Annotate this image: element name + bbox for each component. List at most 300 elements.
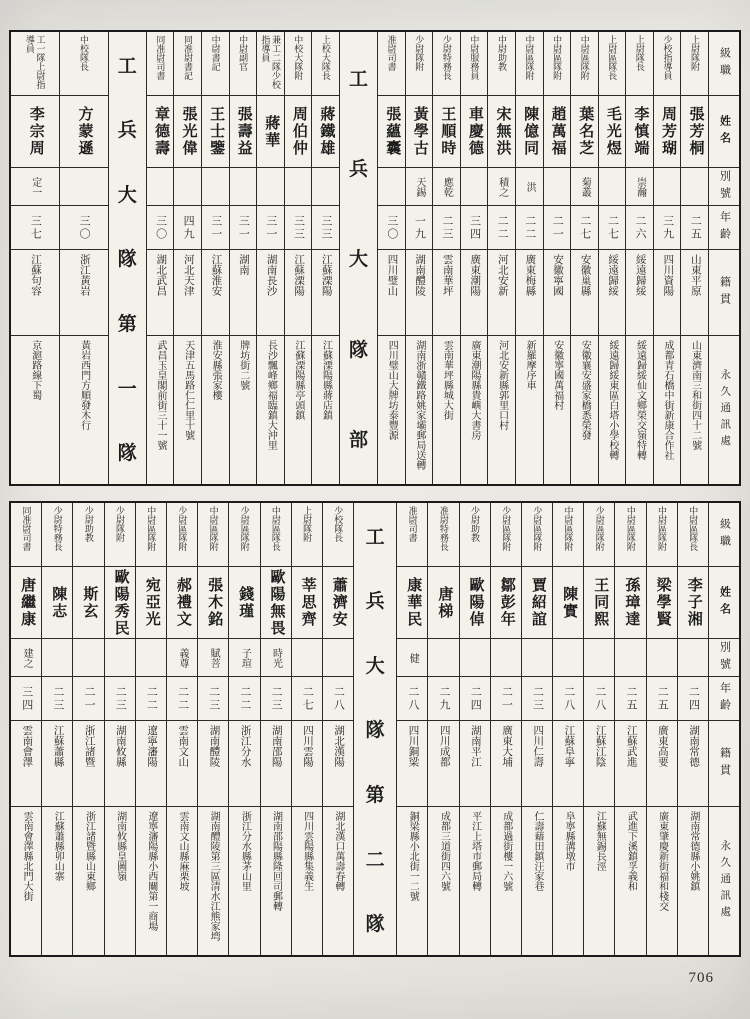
name-cell: [167, 567, 197, 639]
person-column: [197, 503, 228, 955]
rank-text: 准尉司書: [386, 35, 397, 71]
name-cell: [174, 96, 201, 168]
native-text: 四川仁壽: [532, 725, 544, 767]
native-text: 廣東大埔: [501, 725, 513, 767]
alias-cell: [11, 639, 41, 677]
rank-cell: [73, 503, 103, 567]
age-text: 二三: [531, 685, 544, 712]
rank-text: 少尉區隊附: [501, 506, 512, 551]
rank-text: 准尉司書: [407, 506, 418, 542]
native-text: 安徽寧國: [552, 254, 563, 296]
rank-cell: [615, 503, 645, 567]
address-text: 武進下溪鎮孚義和: [625, 811, 637, 891]
field-label-name: [709, 96, 739, 168]
name-cell: [105, 567, 135, 639]
rank-cell: [516, 32, 543, 96]
native-text: 江蘇淮安: [210, 254, 222, 296]
native-cell: [428, 721, 458, 807]
address-cell: [433, 336, 460, 484]
native-text: 湖南邵陽: [270, 725, 282, 767]
address-cell: [584, 807, 614, 955]
alias-text: 時光: [270, 647, 282, 668]
native-text: 江蘇武進: [625, 725, 637, 767]
person-column: [377, 32, 405, 484]
alias-cell: [654, 168, 681, 206]
name-text: 宋無洪: [494, 106, 511, 157]
native-cell: [230, 250, 257, 336]
name-cell: [229, 567, 259, 639]
age-cell: [488, 206, 515, 250]
alias-cell: [147, 168, 174, 206]
address-cell: [626, 336, 653, 484]
address-cell: [647, 807, 677, 955]
address-text: 江蘇溧陽縣蔣店鎮: [320, 340, 332, 420]
age-text: 二七: [301, 685, 314, 712]
section-label-char: 兵: [348, 159, 368, 181]
rank-text: 少尉助教: [470, 506, 481, 542]
age-text: 一九: [413, 214, 426, 241]
person-column: [166, 503, 197, 955]
address-text: 平江上塔市郵局轉: [469, 811, 481, 891]
rank-text: 少校隊長: [333, 506, 344, 542]
alias-text: 菊叢: [579, 176, 591, 197]
name-text: 陳實: [561, 585, 578, 620]
age-cell: [11, 677, 41, 721]
section-label-char: 隊: [365, 914, 385, 936]
age-text: 年齡: [718, 210, 731, 245]
name-text: 唐梯: [436, 585, 453, 620]
age-cell: [261, 677, 291, 721]
address-text: 京滬路線下蜀: [29, 340, 41, 400]
rank-cell: [147, 32, 174, 96]
native-text: 雲南華坪: [441, 254, 453, 296]
age-text: 二三: [207, 685, 220, 712]
age-text: 三三: [320, 214, 333, 241]
person-column: [625, 32, 653, 484]
person-column: [256, 32, 284, 484]
rank-text: 中尉區隊附: [563, 506, 574, 551]
age-cell: [599, 206, 626, 250]
person-column: [521, 503, 552, 955]
age-text: 二一: [83, 685, 96, 712]
rank-text: 兼工二隊少校指導員: [260, 35, 282, 89]
person-column: [322, 503, 353, 955]
age-cell: [544, 206, 571, 250]
person-column: [490, 503, 521, 955]
address-cell: [323, 807, 353, 955]
name-text: 張木銘: [206, 577, 223, 628]
name-cell: [491, 567, 521, 639]
name-cell: [136, 567, 166, 639]
age-text: 二二: [145, 685, 158, 712]
rank-cell: [378, 32, 405, 96]
age-cell: [285, 206, 312, 250]
person-column: [260, 503, 291, 955]
rank-text: 少尉區隊附: [594, 506, 605, 551]
rank-cell: [285, 32, 312, 96]
age-cell: [461, 206, 488, 250]
alias-text: 別號: [718, 640, 731, 675]
native-cell: [323, 721, 353, 807]
address-cell: [42, 807, 72, 955]
native-cell: [285, 250, 312, 336]
address-text: 廣東肇慶新街福和棧交: [656, 811, 668, 911]
address-text: 河北安新縣郭里口村: [496, 340, 508, 430]
rank-cell: [678, 503, 708, 567]
age-cell: [174, 206, 201, 250]
native-cell: [522, 721, 552, 807]
person-column: [135, 503, 166, 955]
native-cell: [488, 250, 515, 336]
rank-text: 上尉隊附: [690, 35, 701, 71]
age-text: 二二: [238, 685, 251, 712]
rank-text: 上校大隊長: [320, 35, 331, 80]
native-cell: [615, 721, 645, 807]
age-text: 三三: [292, 214, 305, 241]
age-cell: [167, 677, 197, 721]
rank-cell: [397, 503, 427, 567]
alias-cell: [571, 168, 598, 206]
address-cell: [198, 807, 228, 955]
address-text: 雲南會澤縣北門大街: [21, 811, 33, 901]
age-text: 三一: [209, 214, 222, 241]
rank-cell: [544, 32, 571, 96]
alias-cell: [60, 168, 108, 206]
address-cell: [257, 336, 284, 484]
name-text: 王士鑒: [208, 106, 225, 157]
address-cell: [491, 807, 521, 955]
alias-text: 建之: [21, 647, 33, 668]
age-text: 三七: [29, 214, 42, 241]
field-header-column: [708, 32, 739, 484]
name-cell: [11, 567, 41, 639]
section-label-char: 工: [365, 526, 385, 548]
alias-cell: [257, 168, 284, 206]
field-label-address: [709, 807, 739, 955]
page-number: 706: [688, 970, 714, 986]
native-cell: [73, 721, 103, 807]
age-cell: [42, 677, 72, 721]
address-text: 長沙飄峰鄉福臨鎮大沖里: [265, 340, 277, 450]
native-cell: [571, 250, 598, 336]
person-column: [11, 32, 59, 484]
age-cell: [198, 677, 228, 721]
address-text: 牌坊街二號: [237, 340, 249, 390]
address-text: 新羅摩序車: [524, 340, 536, 390]
native-text: 湖南: [238, 254, 250, 275]
address-cell: [105, 807, 135, 955]
age-text: 二八: [332, 685, 345, 712]
native-cell: [167, 721, 197, 807]
rank-cell: [42, 503, 72, 567]
name-text: 蕭濟安: [330, 577, 347, 628]
alias-cell: [516, 168, 543, 206]
address-text: 江蘇無錫長涇: [594, 811, 606, 871]
name-cell: [323, 567, 353, 639]
name-text: 賈紹誼: [529, 577, 546, 628]
rank-cell: [229, 503, 259, 567]
name-cell: [460, 567, 490, 639]
native-cell: [174, 250, 201, 336]
age-text: 二三: [114, 685, 127, 712]
address-text: 雲南華坪縣城大街: [441, 340, 453, 420]
address-cell: [397, 807, 427, 955]
rank-text: 上尉區隊長: [607, 35, 618, 80]
section-label-char: 隊: [365, 720, 385, 742]
rank-text: 級職: [718, 46, 731, 81]
age-text: 三〇: [385, 214, 398, 241]
rank-cell: [261, 503, 291, 567]
native-text: 浙江諸暨: [83, 725, 95, 767]
address-cell: [678, 807, 708, 955]
native-cell: [553, 721, 583, 807]
rank-text: 准尉特務長: [438, 506, 449, 551]
rank-cell: [428, 503, 458, 567]
address-cell: [654, 336, 681, 484]
age-text: 二八: [593, 685, 606, 712]
rank-text: 中校大隊附: [293, 35, 304, 80]
person-column: [104, 503, 135, 955]
address-text: 江蘇溧陽縣亭頭鎮: [292, 340, 304, 420]
age-cell: [323, 677, 353, 721]
native-cell: [261, 721, 291, 807]
address-cell: [136, 807, 166, 955]
native-text: 籍貫: [718, 746, 731, 781]
age-cell: [105, 677, 135, 721]
address-cell: [147, 336, 174, 484]
field-label-rank: [709, 503, 739, 567]
name-text: 陳志: [50, 585, 67, 620]
age-text: 二二: [176, 685, 189, 712]
field-label-native: [709, 250, 739, 336]
person-column: [552, 503, 583, 955]
name-text: 張光偉: [180, 106, 197, 157]
age-cell: [584, 677, 614, 721]
age-cell: [522, 677, 552, 721]
section-label-char: 工: [348, 68, 368, 90]
rank-cell: [491, 503, 521, 567]
age-cell: [647, 677, 677, 721]
address-cell: [167, 807, 197, 955]
alias-cell: [136, 639, 166, 677]
address-text: 黃岩西門方順發木行: [78, 340, 90, 430]
native-text: 湖南醴陵: [208, 725, 220, 767]
age-text: 三一: [264, 214, 277, 241]
rank-cell: [571, 32, 598, 96]
name-text: 張壽益: [235, 106, 252, 157]
address-text: 湖南醴陵第三區清水江熊家塆: [208, 811, 220, 941]
section-label-char: 部: [348, 430, 368, 452]
name-text: 姓名: [718, 585, 731, 620]
person-column: [432, 32, 460, 484]
address-cell: [516, 336, 543, 484]
rank-cell: [681, 32, 708, 96]
name-cell: [488, 96, 515, 168]
native-cell: [198, 721, 228, 807]
address-text: 永久通訊處: [719, 368, 731, 452]
address-cell: [285, 336, 312, 484]
name-text: 歐陽秀民: [112, 568, 129, 637]
field-label-alias: [709, 168, 739, 206]
person-column: [201, 32, 229, 484]
alias-text: 崇瀚: [634, 176, 646, 197]
name-cell: [230, 96, 257, 168]
alias-text: 子瑄: [239, 647, 251, 668]
native-text: 湖南長沙: [265, 254, 277, 296]
age-text: 三〇: [78, 214, 91, 241]
address-cell: [488, 336, 515, 484]
rank-cell: [654, 32, 681, 96]
age-text: 二三: [270, 685, 283, 712]
section-label-char: 第: [117, 314, 137, 336]
native-text: 籍貫: [718, 275, 731, 310]
field-label-native: [709, 721, 739, 807]
address-text: 雲南文山縣麻栗坡: [176, 811, 188, 891]
rank-cell: [312, 32, 339, 96]
age-text: 三九: [661, 214, 674, 241]
name-cell: [285, 96, 312, 168]
age-text: 二七: [606, 214, 619, 241]
name-cell: [599, 96, 626, 168]
age-cell: [11, 206, 59, 250]
name-cell: [147, 96, 174, 168]
name-cell: [522, 567, 552, 639]
native-text: 江蘇江陰: [594, 725, 606, 767]
person-column: [614, 503, 645, 955]
address-text: 綏遠歸綏仙文鄉榮交嶺特轉: [634, 340, 646, 460]
rank-text: 中尉區隊長: [270, 506, 281, 551]
alias-cell: [428, 639, 458, 677]
person-column: [459, 503, 490, 955]
name-text: 莘思齊: [299, 577, 316, 628]
name-text: 王順時: [439, 106, 456, 157]
rank-cell: [230, 32, 257, 96]
native-cell: [647, 721, 677, 807]
name-cell: [428, 567, 458, 639]
section-label: [109, 32, 146, 484]
rank-text: 上尉隊附: [302, 506, 313, 542]
field-label-alias: [709, 639, 739, 677]
native-cell: [681, 250, 708, 336]
rank-text: 中尉副官: [238, 35, 249, 71]
field-header-column: [708, 503, 739, 955]
rank-text: 級職: [718, 517, 731, 552]
name-text: 李子湘: [685, 577, 702, 628]
alias-text: 定一: [29, 176, 41, 197]
age-cell: [60, 206, 108, 250]
native-text: 安徽巢縣: [579, 254, 591, 296]
native-cell: [136, 721, 166, 807]
person-column: [284, 32, 312, 484]
rank-cell: [257, 32, 284, 96]
person-column: [460, 32, 488, 484]
age-cell: [230, 206, 257, 250]
age-text: 二五: [625, 685, 638, 712]
age-cell: [433, 206, 460, 250]
age-text: 二四: [687, 685, 700, 712]
rank-cell: [460, 503, 490, 567]
address-cell: [553, 807, 583, 955]
address-cell: [461, 336, 488, 484]
age-text: 二八: [406, 685, 419, 712]
age-text: 二五: [689, 214, 702, 241]
name-cell: [312, 96, 339, 168]
alias-cell: [406, 168, 433, 206]
alias-cell: [397, 639, 427, 677]
name-cell: [292, 567, 322, 639]
address-cell: [522, 807, 552, 955]
name-text: 蔣鐵雄: [318, 106, 335, 157]
alias-text: 別號: [718, 169, 731, 204]
age-cell: [229, 677, 259, 721]
person-column: [653, 32, 681, 484]
alias-cell: [11, 168, 59, 206]
name-text: 歐陽倬: [467, 577, 484, 628]
alias-text: 天錫: [413, 176, 425, 197]
address-text: 湖南常德縣小姚鎮: [687, 811, 699, 891]
native-cell: [584, 721, 614, 807]
native-text: 四川銅梁: [407, 725, 419, 767]
rank-text: 少尉區隊附: [239, 506, 250, 551]
native-cell: [147, 250, 174, 336]
age-cell: [292, 677, 322, 721]
native-cell: [433, 250, 460, 336]
name-cell: [544, 96, 571, 168]
address-text: 仁壽藉田鎮汪家巷: [531, 811, 543, 891]
section-label-column: [353, 503, 396, 955]
rank-cell: [626, 32, 653, 96]
native-text: 湖南平江: [469, 725, 481, 767]
native-cell: [229, 721, 259, 807]
section-label-char: 隊: [117, 443, 137, 465]
address-text: 浙江諸暨縣山東鄉: [83, 811, 95, 891]
age-text: 二二: [496, 214, 509, 241]
rank-text: 少尉特務長: [52, 506, 63, 551]
alias-cell: [678, 639, 708, 677]
name-cell: [60, 96, 108, 168]
native-cell: [654, 250, 681, 336]
age-cell: [147, 206, 174, 250]
person-column: [59, 32, 108, 484]
name-text: 陳億同: [522, 106, 539, 157]
name-text: 李慎端: [632, 106, 649, 157]
person-column: [680, 32, 708, 484]
address-cell: [428, 807, 458, 955]
address-text: 安徽寧國萬福村: [551, 340, 563, 410]
person-column: [543, 32, 571, 484]
address-cell: [73, 807, 103, 955]
age-text: 二三: [440, 214, 453, 241]
native-text: 江蘇句容: [30, 254, 42, 296]
rank-cell: [174, 32, 201, 96]
name-text: 錢瑾: [237, 585, 254, 620]
alias-cell: [73, 639, 103, 677]
age-text: 三四: [468, 214, 481, 241]
address-cell: [202, 336, 229, 484]
alias-cell: [491, 639, 521, 677]
name-text: 康華民: [405, 577, 422, 628]
native-text: 四川璧山: [386, 254, 398, 296]
rank-cell: [11, 503, 41, 567]
native-text: 廣東梅縣: [524, 254, 536, 296]
native-text: 綏遠歸綏: [607, 254, 619, 296]
name-cell: [397, 567, 427, 639]
age-cell: [378, 206, 405, 250]
age-cell: [136, 677, 166, 721]
rank-cell: [60, 32, 108, 96]
rank-text: 中尉區隊附: [208, 506, 219, 551]
address-text: 江蘇蕭縣卯山寨: [52, 811, 64, 881]
